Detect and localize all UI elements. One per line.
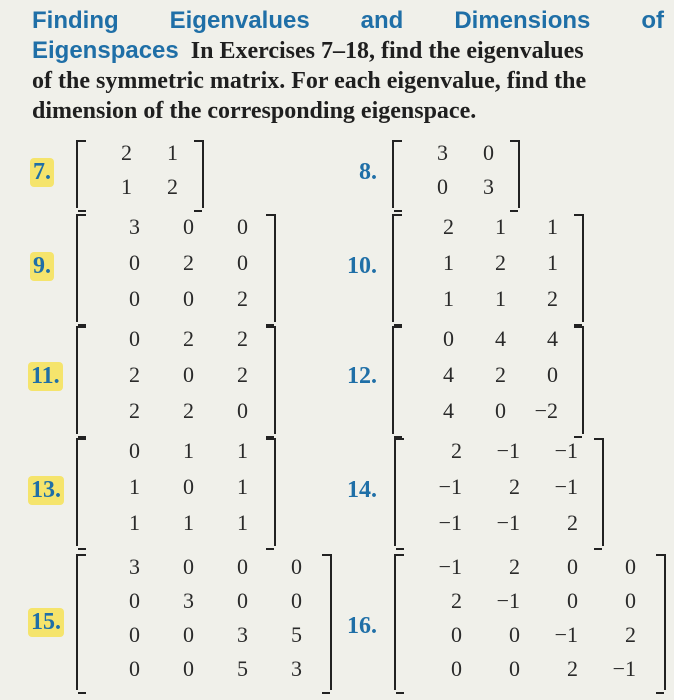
matrix-entry: 1	[129, 474, 140, 499]
matrix-entry: 0	[291, 554, 302, 579]
heading-word: Finding	[32, 7, 119, 34]
matrix-entry: 0	[129, 250, 140, 275]
matrix-entry: 2	[237, 286, 248, 311]
matrix-entry: −1	[496, 438, 520, 463]
exercise-number: 10.	[347, 253, 377, 279]
matrix-entry: 2	[183, 398, 194, 423]
exercise-number: 7.	[30, 158, 54, 187]
matrix-entry: 2	[547, 286, 558, 311]
matrix-entry: 2	[451, 438, 462, 463]
exercise-number: 11.	[28, 362, 63, 391]
matrix-entry: 0	[129, 438, 140, 463]
heading-word: Dimensions	[454, 7, 591, 34]
matrix-entry: 2	[183, 250, 194, 275]
matrix	[76, 140, 204, 208]
matrix-entry: 2	[567, 656, 578, 681]
matrix-entry: 0	[183, 622, 194, 647]
matrix-entry: 1	[495, 286, 506, 311]
matrix-entry: 2	[495, 362, 506, 387]
matrix-entry: 0	[625, 588, 636, 613]
matrix-entry: 0	[509, 656, 520, 681]
matrix	[392, 140, 520, 208]
matrix	[76, 438, 276, 546]
exercise-number: 14.	[347, 477, 377, 503]
matrix	[392, 214, 584, 322]
matrix-entry: 1	[183, 510, 194, 535]
matrix-entry: 3	[483, 174, 494, 199]
matrix-entry: −1	[554, 474, 578, 499]
matrix-entry: 0	[129, 588, 140, 613]
matrix-entry: 3	[129, 554, 140, 579]
matrix-entry: 2	[129, 398, 140, 423]
matrix-entry: 0	[567, 588, 578, 613]
matrix-entry: 1	[237, 510, 248, 535]
matrix-entry: 0	[625, 554, 636, 579]
matrix	[394, 554, 666, 690]
matrix-entry: −1	[438, 474, 462, 499]
matrix-entry: 0	[129, 286, 140, 311]
matrix-entry: 1	[237, 438, 248, 463]
heading-line-1	[32, 6, 664, 36]
matrix-entry: 4	[495, 326, 506, 351]
matrix-entry: −1	[554, 622, 578, 647]
matrix-entry: 0	[509, 622, 520, 647]
matrix-entry: 0	[237, 554, 248, 579]
matrix-entry: 0	[129, 326, 140, 351]
matrix-entry: 1	[237, 474, 248, 499]
heading-word: Eigenvalues	[169, 7, 310, 34]
exercise-instructions	[32, 6, 664, 126]
matrix-entry: 1	[547, 250, 558, 275]
exercise-number: 13.	[28, 476, 64, 505]
matrix-entry: 1	[495, 214, 506, 239]
matrix-entry: 0	[183, 656, 194, 681]
matrix-entry: 2	[509, 474, 520, 499]
instruction-text: In Exercises 7–18, find the eigenvalues	[190, 38, 584, 64]
matrix-entry: 2	[625, 622, 636, 647]
matrix-entry: 2	[183, 326, 194, 351]
exercise-number: 9.	[30, 252, 54, 281]
heading-word: and	[360, 7, 404, 34]
matrix-entry: 3	[183, 588, 194, 613]
matrix-entry: 4	[443, 398, 454, 423]
matrix-entry: 0	[291, 588, 302, 613]
matrix-entry: −1	[496, 588, 520, 613]
matrix-entry: 0	[183, 362, 194, 387]
matrix-entry: 0	[451, 656, 462, 681]
exercise-number: 12.	[347, 363, 377, 389]
matrix-entry: 2	[495, 250, 506, 275]
matrix-entry: 0	[567, 554, 578, 579]
exercise-number: 16.	[347, 613, 377, 639]
matrix-entry: 2	[129, 362, 140, 387]
matrix-entry: 3	[129, 214, 140, 239]
matrix-entry: 4	[547, 326, 558, 351]
matrix-entry: 2	[167, 174, 178, 199]
matrix-entry: 0	[129, 656, 140, 681]
matrix-entry: 0	[183, 214, 194, 239]
matrix-entry: 4	[443, 362, 454, 387]
matrix-entry: 0	[483, 140, 494, 165]
matrix-entry: −1	[612, 656, 636, 681]
matrix-entry: −2	[534, 398, 558, 423]
heading-word: of	[641, 7, 664, 34]
matrix-entry: 0	[237, 214, 248, 239]
matrix-entry: 0	[183, 286, 194, 311]
matrix	[76, 554, 332, 690]
matrix	[76, 214, 276, 322]
matrix-entry: 0	[495, 398, 506, 423]
matrix-entry: 5	[237, 656, 248, 681]
heading-line-2	[32, 36, 664, 66]
matrix-entry: 0	[237, 398, 248, 423]
matrix-entry: 3	[237, 622, 248, 647]
matrix-entry: 1	[547, 214, 558, 239]
matrix-entry: 1	[129, 510, 140, 535]
exercise-number: 15.	[28, 608, 64, 637]
matrix	[394, 438, 604, 546]
matrix-entry: 1	[443, 286, 454, 311]
instruction-text: of the symmetric matrix. For each eigenvalue, find the	[32, 68, 587, 94]
matrix-entry: 5	[291, 622, 302, 647]
matrix-entry: 3	[291, 656, 302, 681]
matrix-entry: 1	[443, 250, 454, 275]
matrix-entry: 2	[451, 588, 462, 613]
heading-word: Eigenspaces	[32, 37, 179, 64]
matrix-entry: 1	[121, 174, 132, 199]
matrix-entry: 2	[443, 214, 454, 239]
matrix-entry: −1	[438, 510, 462, 535]
matrix-entry: 0	[183, 474, 194, 499]
exercise-number: 8.	[359, 159, 377, 185]
matrix-entry: 0	[443, 326, 454, 351]
matrix-entry: 0	[237, 250, 248, 275]
matrix-entry: 0	[437, 174, 448, 199]
matrix-entry: 2	[567, 510, 578, 535]
matrix-entry: −1	[438, 554, 462, 579]
matrix-entry: 0	[129, 622, 140, 647]
matrix-entry: 0	[547, 362, 558, 387]
matrix-entry: 0	[451, 622, 462, 647]
matrix-entry: 2	[121, 140, 132, 165]
matrix-entry: 2	[237, 362, 248, 387]
matrix	[392, 326, 584, 434]
matrix-entry: 2	[237, 326, 248, 351]
matrix-entry: −1	[496, 510, 520, 535]
matrix-entry: 0	[183, 554, 194, 579]
matrix-entry: 2	[509, 554, 520, 579]
matrix-entry: 3	[437, 140, 448, 165]
matrix-entry: 1	[167, 140, 178, 165]
matrix-entry: 1	[183, 438, 194, 463]
matrix-entry: −1	[554, 438, 578, 463]
instruction-text: dimension of the corresponding eigenspace.	[32, 98, 477, 124]
matrix-entry: 0	[237, 588, 248, 613]
matrix	[76, 326, 276, 434]
